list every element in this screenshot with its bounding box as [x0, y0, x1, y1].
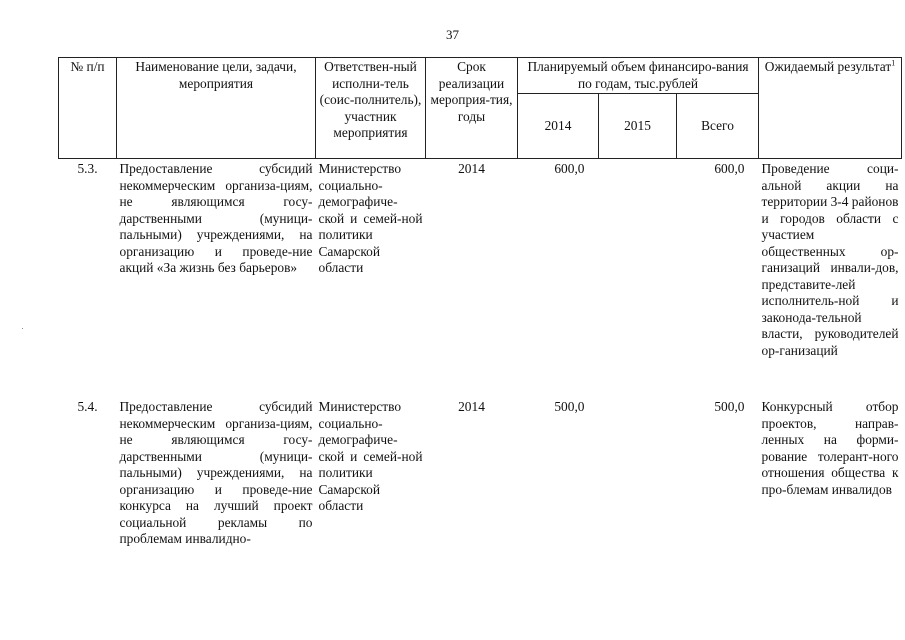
header-executor: Ответствен-ный исполни-тель (соис-полнитель), участник мероприятия	[316, 58, 426, 159]
header-result	[759, 58, 902, 159]
row-term: 2014	[458, 161, 485, 176]
header-term: Срок реализации мероприя-тия, годы	[426, 58, 518, 159]
row-executor: Министерство социально-демографиче-ской и семей-ной политики Самарской области	[318, 399, 423, 513]
scan-speck	[22, 328, 23, 329]
row-num: 5.3.	[77, 161, 98, 176]
row-result: Проведение соци-альной акции на территории 3-4 районов и городов области с участием общественных ор-ганизаций инвали-дов, представите-лей исполнитель-ной и законода-тельной власти, руководителей ор-ганизаций	[761, 161, 899, 358]
header-result-label: Ожидаемый результат	[764, 59, 892, 74]
row-executor: Министерство социально-демографиче-ской и семей-ной политики Самарской области	[318, 161, 423, 275]
table-row	[59, 159, 902, 400]
table-header	[59, 58, 902, 159]
program-table	[58, 57, 902, 548]
header-result-footnote: 1	[891, 58, 896, 68]
row-2014: 600,0	[554, 161, 585, 176]
row-num: 5.4.	[77, 399, 98, 414]
row-2015	[599, 399, 677, 548]
header-total: Всего	[677, 94, 759, 159]
row-total: 500,0	[714, 399, 745, 414]
header-year-2014: 2014	[518, 94, 599, 159]
header-num: № п/п	[59, 58, 117, 159]
header-year-2015: 2015	[599, 94, 677, 159]
row-name: Предоставление субсидий некоммерческим организа-циям, не являющимся госу-дарственными (муници-пальными) учреждениями, на организацию и проведе-ние акций «За жизнь без барьеров»	[119, 161, 313, 275]
page-number: 37	[446, 27, 459, 42]
row-result: Конкурсный отбор проектов, направ-ленных на форми-рование толерант-ного отношения общества к про-блемам инвалидов	[761, 399, 899, 497]
row-2014: 500,0	[554, 399, 585, 414]
table-row	[59, 399, 902, 548]
header-funding: Планируемый объем финансиро-вания по годам, тыс.рублей	[518, 58, 759, 94]
header-name: Наименование цели, задачи, мероприятия	[117, 58, 316, 159]
row-2015	[599, 159, 677, 400]
row-term: 2014	[458, 399, 485, 414]
row-name: Предоставление субсидий некоммерческим организа-циям, не являющимся госу-дарственными (муници-пальными) учреждениями, на организацию и проведе-ние конкурса на лучший проект социальной рекламы по проблемам инвалидно-	[119, 399, 313, 546]
row-total: 600,0	[714, 161, 745, 176]
